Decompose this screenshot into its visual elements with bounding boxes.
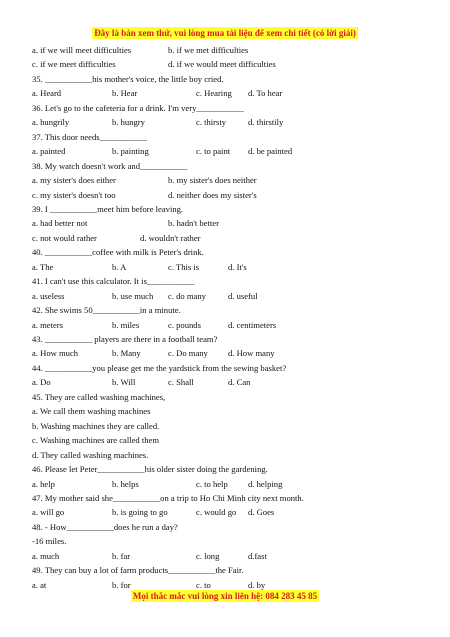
- answer-option: a. much: [32, 550, 60, 561]
- answer-option: d. thirstily: [248, 117, 284, 128]
- answer-option: b. is going to go: [112, 507, 168, 518]
- answer-option: d. be painted: [248, 146, 293, 157]
- answer-option: c. do many: [168, 290, 206, 301]
- answer-option: a. at: [32, 579, 47, 590]
- answer-options-row: [32, 188, 432, 202]
- question-line: 36. Let's go to the cafeteria for a drink. I'm very___________: [32, 102, 244, 113]
- answer-options-row: [32, 549, 432, 563]
- answer-option: c. my sister's doesn't too: [32, 189, 116, 200]
- answer-option: c. to: [196, 579, 211, 590]
- question-line: 43. ___________ players are there in a football team?: [32, 334, 218, 344]
- contact-notice-banner: [0, 591, 450, 601]
- answer-option: c. pounds: [168, 319, 201, 330]
- question-line: 37. This door needs___________: [32, 131, 147, 142]
- answer-option: b. far: [112, 550, 131, 561]
- answer-options-row: [32, 115, 432, 129]
- answer-option: a. Heard: [32, 88, 62, 99]
- question-line: a. We call them washing machines: [32, 406, 151, 417]
- question-line: 48. - How___________does he run a day?: [32, 521, 178, 532]
- answer-option: d. It's: [228, 261, 247, 272]
- answer-option: b. Many: [112, 348, 141, 359]
- preview-notice-banner: [0, 28, 450, 38]
- answer-options-row: [32, 216, 432, 230]
- question-line: 38. My watch doesn't work and___________: [32, 160, 188, 171]
- question-line: b. Washing machines they are called.: [32, 420, 160, 431]
- answer-option: a. help: [32, 478, 55, 489]
- answer-options-row: [32, 505, 432, 519]
- contact-notice-text: Mọi thắc mắc vui lòng xin liên hệ: 084 283 45 85: [132, 591, 318, 601]
- answer-option: d. centimeters: [228, 319, 277, 330]
- answer-option: b. painting: [112, 146, 149, 157]
- question-line: 35. ___________his mother's voice, the little boy cried.: [32, 73, 224, 84]
- answer-option: a. hungrily: [32, 117, 70, 128]
- question-line: 42. She swims 50___________in a minute.: [32, 305, 181, 316]
- answer-option: d. wouldn't rather: [140, 232, 201, 243]
- question-line: 49. They can buy a lot of farm products___________the Fair.: [32, 565, 244, 576]
- answer-options-row: [32, 173, 432, 187]
- answer-option: d. helping: [248, 478, 283, 489]
- question-line: 45. They are called washing machines,: [32, 391, 166, 402]
- answer-option: b. A: [112, 261, 127, 272]
- answer-options-row: [32, 260, 432, 274]
- answer-options-row: [32, 346, 432, 360]
- answer-option: b. hungry: [112, 117, 145, 128]
- answer-option: c. if we meet difficulties: [32, 59, 116, 70]
- answer-option: b. my sister's does neither: [168, 175, 257, 186]
- answer-option: b. use much: [112, 290, 154, 301]
- preview-notice-text: Đây là bản xem thử, vui lòng mua tài liệu để xem chi tiết (có lời giải): [94, 28, 356, 38]
- answer-option: c. would go: [196, 507, 237, 518]
- question-line: 46. Please let Peter___________his older sister doing the gardening.: [32, 464, 268, 475]
- question-line: 47. My mother said she___________on a trip to Ho Chi Minh city next month.: [32, 492, 304, 503]
- answer-option: c. Do many: [168, 348, 208, 359]
- answer-option: a. had better not: [32, 218, 88, 229]
- answer-option: d. Can: [228, 377, 251, 388]
- answer-option: d.fast: [248, 550, 267, 561]
- answer-option: a. How much: [32, 348, 79, 359]
- answer-options-row: [32, 231, 432, 245]
- answer-options-row: [32, 57, 432, 71]
- answer-option: d. To hear: [248, 88, 283, 99]
- question-line: 41. I can't use this calculator. It is___________: [32, 276, 195, 287]
- question-line: 39. I ___________meet him before leaving.: [32, 203, 184, 214]
- answer-option: b. for: [112, 579, 131, 590]
- answer-option: a. The: [32, 261, 54, 272]
- question-line: c. Washing machines are called them: [32, 435, 160, 446]
- answer-option: c. not would rather: [32, 232, 97, 243]
- answer-option: b. Will: [112, 377, 136, 388]
- answer-option: a. if we will meet difficulties: [32, 45, 132, 55]
- answer-option: c. This is: [168, 261, 200, 272]
- answer-options-row: [32, 144, 432, 158]
- answer-option: a. meters: [32, 319, 64, 330]
- answer-option: a. painted: [32, 146, 66, 157]
- answer-option: a. will go: [32, 507, 65, 518]
- question-line: -16 miles.: [32, 536, 67, 547]
- answer-options-row: [32, 43, 432, 57]
- answer-option: d. neither does my sister's: [168, 189, 257, 200]
- answer-options-row: [32, 289, 432, 303]
- answer-option: b. Hear: [112, 88, 138, 99]
- answer-option: a. Do: [32, 377, 51, 388]
- answer-option: c. to help: [196, 478, 228, 489]
- answer-option: b. if we met difficulties: [168, 45, 249, 55]
- answer-option: d. by: [248, 579, 266, 590]
- answer-option: d. Goes: [248, 507, 275, 518]
- answer-option: c. Shall: [168, 377, 194, 388]
- answer-option: a. useless: [32, 290, 65, 301]
- answer-option: b. miles: [112, 319, 140, 330]
- answer-option: c. thirsty: [196, 117, 227, 128]
- answer-option: a. my sister's does either: [32, 175, 116, 186]
- question-line: 40. ___________coffee with milk is Peter's drink.: [32, 247, 204, 258]
- answer-options-row: [32, 375, 432, 389]
- answer-options-row: [32, 477, 432, 491]
- answer-option: d. if we would meet difficulties: [168, 59, 276, 70]
- answer-option: c. long: [196, 550, 220, 561]
- answer-option: c. Hearing: [196, 88, 232, 99]
- answer-option: b. hadn't better: [168, 218, 219, 229]
- question-line: 44. ___________you please get me the yardstick from the sewing basket?: [32, 362, 287, 373]
- answer-option: b. helps: [112, 478, 139, 489]
- answer-option: c. to paint: [196, 146, 231, 157]
- answer-options-row: [32, 86, 432, 100]
- answer-option: d. useful: [228, 290, 258, 301]
- answer-option: d. How many: [228, 348, 275, 359]
- question-line: d. They called washing machines.: [32, 449, 149, 460]
- answer-options-row: [32, 318, 432, 332]
